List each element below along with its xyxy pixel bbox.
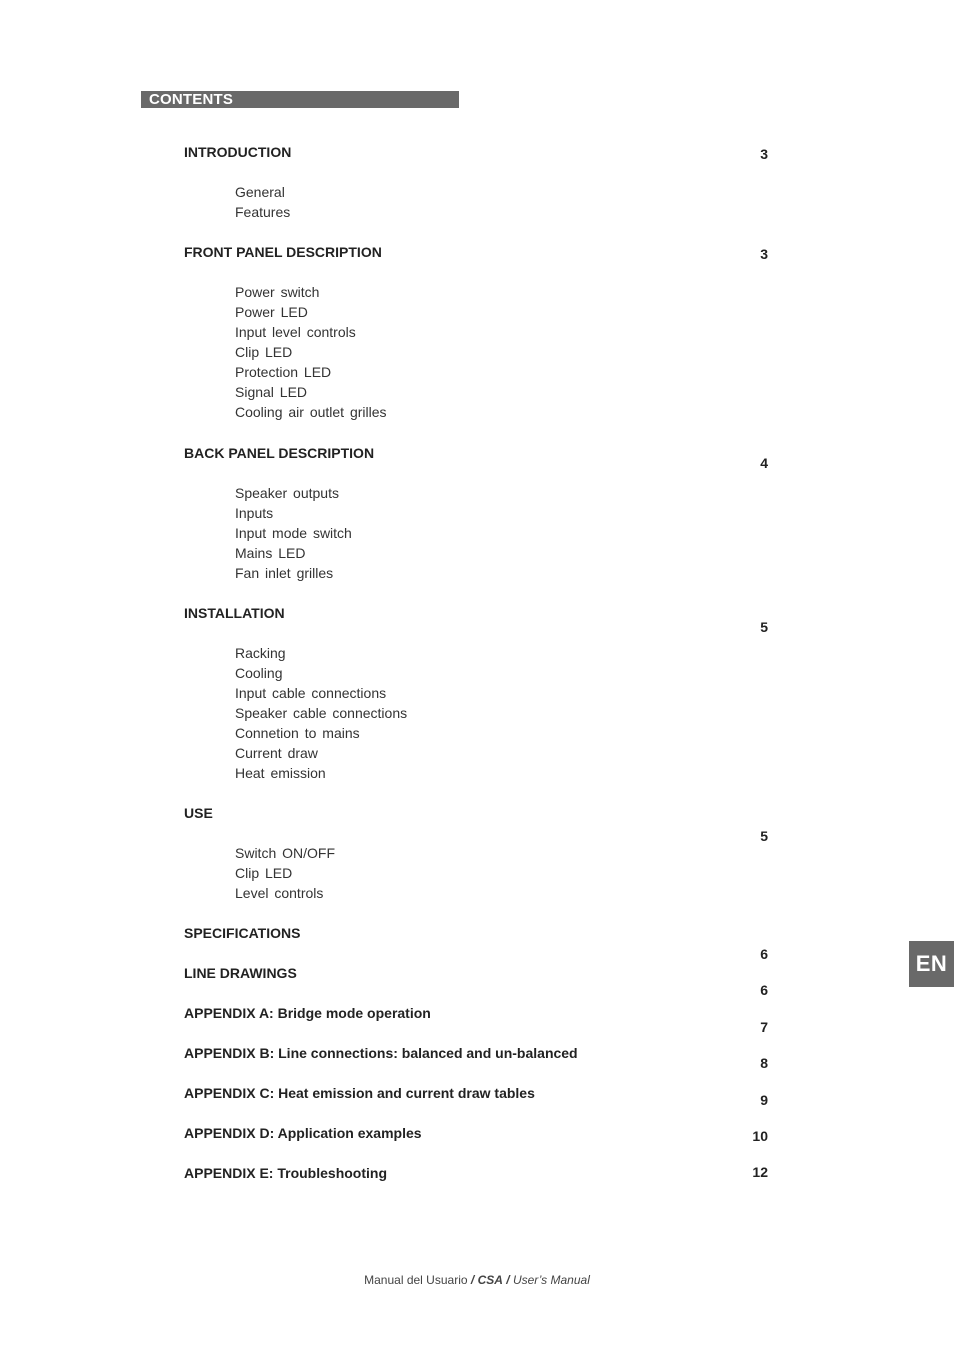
toc-section-heading: APPENDIX C: Heat emission and current draw tables xyxy=(184,1085,535,1101)
toc-subitem: Signal LED xyxy=(235,384,308,400)
toc-page-number: 6 xyxy=(760,946,768,962)
toc-subitem: General xyxy=(235,184,285,200)
toc-page-number: 4 xyxy=(760,455,768,471)
footer-product: CSA xyxy=(477,1273,503,1287)
toc-subitem: Racking xyxy=(235,645,286,661)
toc-subitem: Power switch xyxy=(235,284,320,300)
toc-subitem: Level controls xyxy=(235,885,324,901)
toc-section-heading: APPENDIX E: Troubleshooting xyxy=(184,1165,388,1181)
contents-header-bar xyxy=(141,91,459,108)
toc-subitem: Mains LED xyxy=(235,545,306,561)
toc-section-heading: INTRODUCTION xyxy=(184,144,292,160)
toc-page-number: 12 xyxy=(752,1164,768,1180)
toc-subitem: Switch ON/OFF xyxy=(235,845,336,861)
toc-subitem: Speaker cable connections xyxy=(235,705,408,721)
toc-page-number: 9 xyxy=(760,1092,768,1108)
toc-page-number: 5 xyxy=(760,828,768,844)
toc-subitem: Connetion to mains xyxy=(235,725,360,741)
toc-section-heading: USE xyxy=(184,805,213,821)
toc-subitem: Clip LED xyxy=(235,344,293,360)
toc-subitem: Input level controls xyxy=(235,324,356,340)
footer-right-text: User’s Manual xyxy=(512,1273,590,1287)
toc-section-heading: INSTALLATION xyxy=(184,605,285,621)
toc-page-number: 6 xyxy=(760,982,768,998)
toc-section-heading: SPECIFICATIONS xyxy=(184,925,301,941)
toc-section-heading: APPENDIX B: Line connections: balanced and un-balanced xyxy=(184,1045,578,1061)
footer-separator: / xyxy=(470,1273,475,1287)
toc-page-number: 8 xyxy=(760,1055,768,1071)
toc-section-heading: FRONT PANEL DESCRIPTION xyxy=(184,244,382,260)
toc-subitem: Protection LED xyxy=(235,364,332,380)
toc-subitem: Input cable connections xyxy=(235,685,387,701)
footer-separator: / xyxy=(506,1273,510,1287)
toc-page-number: 3 xyxy=(760,146,768,162)
toc-page-number: 7 xyxy=(760,1019,768,1035)
toc-subitem: Inputs xyxy=(235,505,274,521)
toc-subitem: Power LED xyxy=(235,304,308,320)
toc-subitem: Clip LED xyxy=(235,865,293,881)
toc-section-heading: APPENDIX A: Bridge mode operation xyxy=(184,1005,431,1021)
toc-page-number: 3 xyxy=(760,246,768,262)
toc-section-heading: BACK PANEL DESCRIPTION xyxy=(184,445,375,461)
contents-title: CONTENTS xyxy=(149,91,234,108)
toc-page-number: 10 xyxy=(752,1128,768,1144)
toc-subitem: Features xyxy=(235,204,291,220)
footer-left-text: Manual del Usuario xyxy=(364,1273,468,1287)
toc-subitem: Cooling xyxy=(235,665,283,681)
toc-subitem: Current draw xyxy=(235,745,318,761)
toc-subitem: Fan inlet grilles xyxy=(235,565,334,581)
toc-subitem: Heat emission xyxy=(235,765,326,781)
page-footer xyxy=(0,1272,954,1288)
toc-section-heading: LINE DRAWINGS xyxy=(184,965,297,981)
toc-section-heading: APPENDIX D: Application examples xyxy=(184,1125,422,1141)
toc-subitem: Cooling air outlet grilles xyxy=(235,404,387,420)
language-tab: EN xyxy=(909,941,954,987)
toc-subitem: Speaker outputs xyxy=(235,485,339,501)
toc-subitem: Input mode switch xyxy=(235,525,352,541)
toc-page-number: 5 xyxy=(760,619,768,635)
